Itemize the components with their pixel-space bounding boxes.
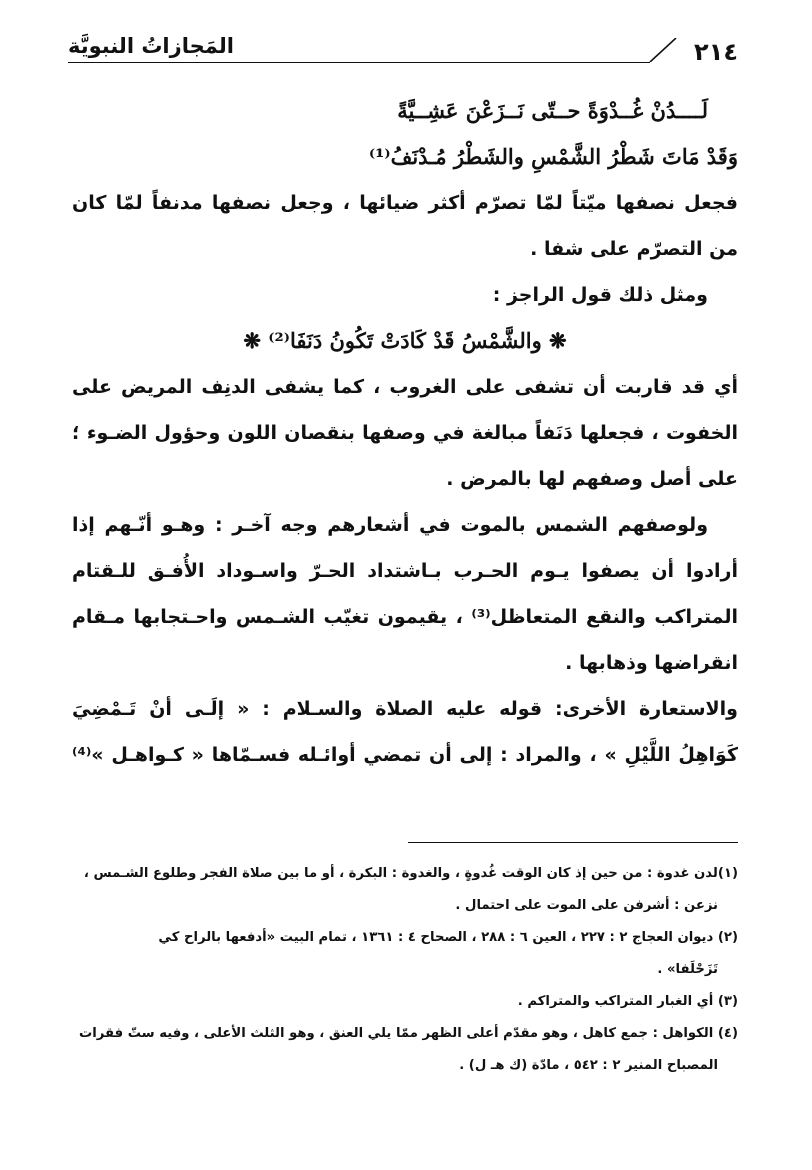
text-line: فجعل نصفها ميّتاً لمّا تصرّم أكثر ضيائها ، وجعل نصفها مدنفاً لمّا كان (72, 192, 738, 214)
text-line: ومثل ذلك قول الراجز : (492, 284, 708, 306)
text-line: كَوَاهِلُ اللَّيْلِ » ، والمراد : إلى أن تمضي أوائـله فسـمّاها « كـواهـل »⁽⁴⁾ (72, 744, 738, 766)
text-line: والاستعارة الأخرى: قوله عليه الصلاة والسـلام : « إلَـى أنْ تَـمْضِيَ (72, 698, 738, 720)
main-text (72, 88, 738, 778)
verse-line: وَقَدْ مَاتَ شَطْرُ الشَّمْسِ والشَطْرُ مُـدْنَفُ⁽¹⁾ (368, 144, 738, 169)
running-title: المَجازاتُ النبويَّة (68, 34, 234, 58)
footnote-line: (٣) أي الغبار المتراكب والمتراكم . (517, 994, 738, 1009)
verse-line: ❋ والشَّمْسُ قَدْ كَادَتْ تَكُونُ دَنَفَا⁽²⁾ ❋ (243, 328, 567, 353)
page-header (68, 34, 738, 74)
header-rule (68, 62, 650, 63)
header-slant-line (648, 38, 678, 62)
footnote-line: المصباح المنير ٢ : ٥٤٢ ، مادّة (ك هـ ل) . (459, 1058, 718, 1073)
footnote-line: (٤) الكواهل : جمع كاهل ، وهو مقدّم أعلى الظهر ممّا يلي العنق ، وهو الثلث الأعلى ، وفيه ستّ فقرات (79, 1026, 738, 1041)
footnote-line: نزعن : أشرفن على الموت على احتمال . (455, 898, 718, 913)
text-line: ولوصفهم الشمس بالموت في أشعارهم وجه آخـر : وهـو أنّـهم إذا (72, 514, 708, 536)
text-line: المتراكب والنقع المتعاظل⁽³⁾ ، يقيمون تغيّب الشـمس واحـتجابها مـقام (72, 606, 738, 628)
text-line: الخفوت ، فجعلها دَنَفاً مبالغة في وصفها بنقصان اللون وحؤول الضـوء ؛ (72, 422, 738, 444)
text-line: من التصرّم على شفا . (530, 238, 738, 260)
footnote-line: (٢) ديوان العجاج ٢ : ٢٢٧ ، العين ٦ : ٢٨٨ ، الصحاح ٤ : ١٣٦١ ، تمام البيت «أدفعها بالراح كي (158, 930, 738, 945)
verse-line: لَــــدُنْ غُــدْوَةً حــتّى نَــزَعْنَ عَشِــيَّةً (397, 98, 708, 123)
page-number: ٢١٤ (694, 38, 738, 66)
text-line: أي قد قاربت أن تشفى على الغروب ، كما يشفى الدنِف المريض على (72, 376, 738, 398)
text-line: على أصل وصفهم لها بالمرض . (446, 468, 738, 490)
text-line: أرادوا أن يصفوا يـوم الحـرب بـاشتداد الحـرّ واسـوداد الأُفـق للـقتام (72, 560, 738, 582)
footnote-separator (408, 842, 738, 843)
footnotes (72, 858, 738, 1082)
footnote-line: تَزَحْلَفا» . (657, 962, 718, 977)
text-line: انقراضها وذهابها . (565, 652, 738, 674)
footnote-line: (١)لدن غدوة : من حين إذ كان الوقت غُدوةٍ ، والغدوة : البكرة ، أو ما بين صلاة الفجر وطلوع الشـمس ، (83, 866, 738, 881)
